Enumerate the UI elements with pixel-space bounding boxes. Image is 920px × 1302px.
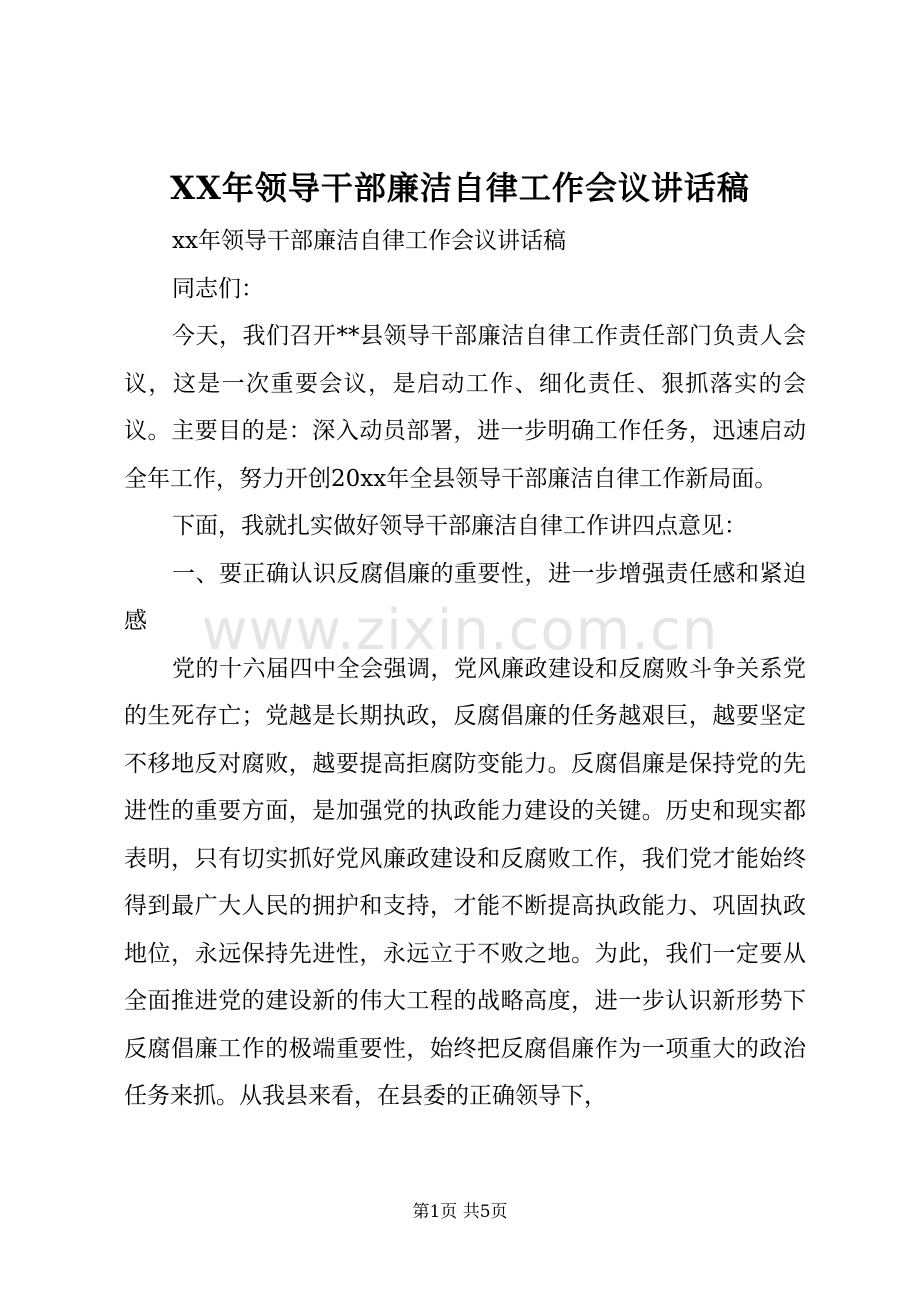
body-paragraph: 下面，我就扎实做好领导干部廉洁自律工作讲四点意见： [172, 513, 747, 539]
section-heading: 一、要正确认识反腐倡廉的重要性，进一步增强责任感和紧迫感 [124, 560, 806, 634]
watermark: www.zixin.com.cn [201, 598, 719, 663]
body-paragraph: 今天，我们召开**县领导干部廉洁自律工作责任部门负责人会议，这是一次重要会议，是启动工作、细化责任、狠抓落实的会议。主要目的是：深入动员部署，进一步明确工作任务，迅速启动全年工作，努力开创20xx年全县领导干部廉洁自律工作新局面。 [124, 323, 806, 492]
document-title: XX年领导干部廉洁自律工作会议讲话稿 [170, 169, 750, 207]
body-paragraph: 党的十六届四中全会强调，党风廉政建设和反腐败斗争关系党的生死存亡；党越是长期执政，反腐倡廉的任务越艰巨，越要坚定不移地反对腐败，越要提高拒腐防变能力。反腐倡廉是保持党的先进性的重要方面，是加强党的执政能力建设的关键。历史和现实都表明，只有切实抓好党风廉政建设和反腐败工作，我们党才能始终得到最广大人民的拥护和支持，才能不断提高执政能力、巩固执政地位，永远保持先进性，永远立于不败之地。为此，我们一定要从全面推进党的建设新的伟大工程的战略高度，进一步认识新形势下反腐倡廉工作的极端重要性，始终把反腐倡廉作为一项重大的政治任务来抓。从我县来看，在县委的正确领导下， [124, 655, 806, 1109]
salutation-paragraph: 同志们： [172, 275, 264, 302]
page-indicator: 第1页 共5页 [412, 1202, 508, 1222]
subtitle-paragraph: xx年领导干部廉洁自律工作会议讲话稿 [172, 228, 566, 254]
document-body [124, 218, 806, 1121]
page-footer [0, 1199, 920, 1225]
